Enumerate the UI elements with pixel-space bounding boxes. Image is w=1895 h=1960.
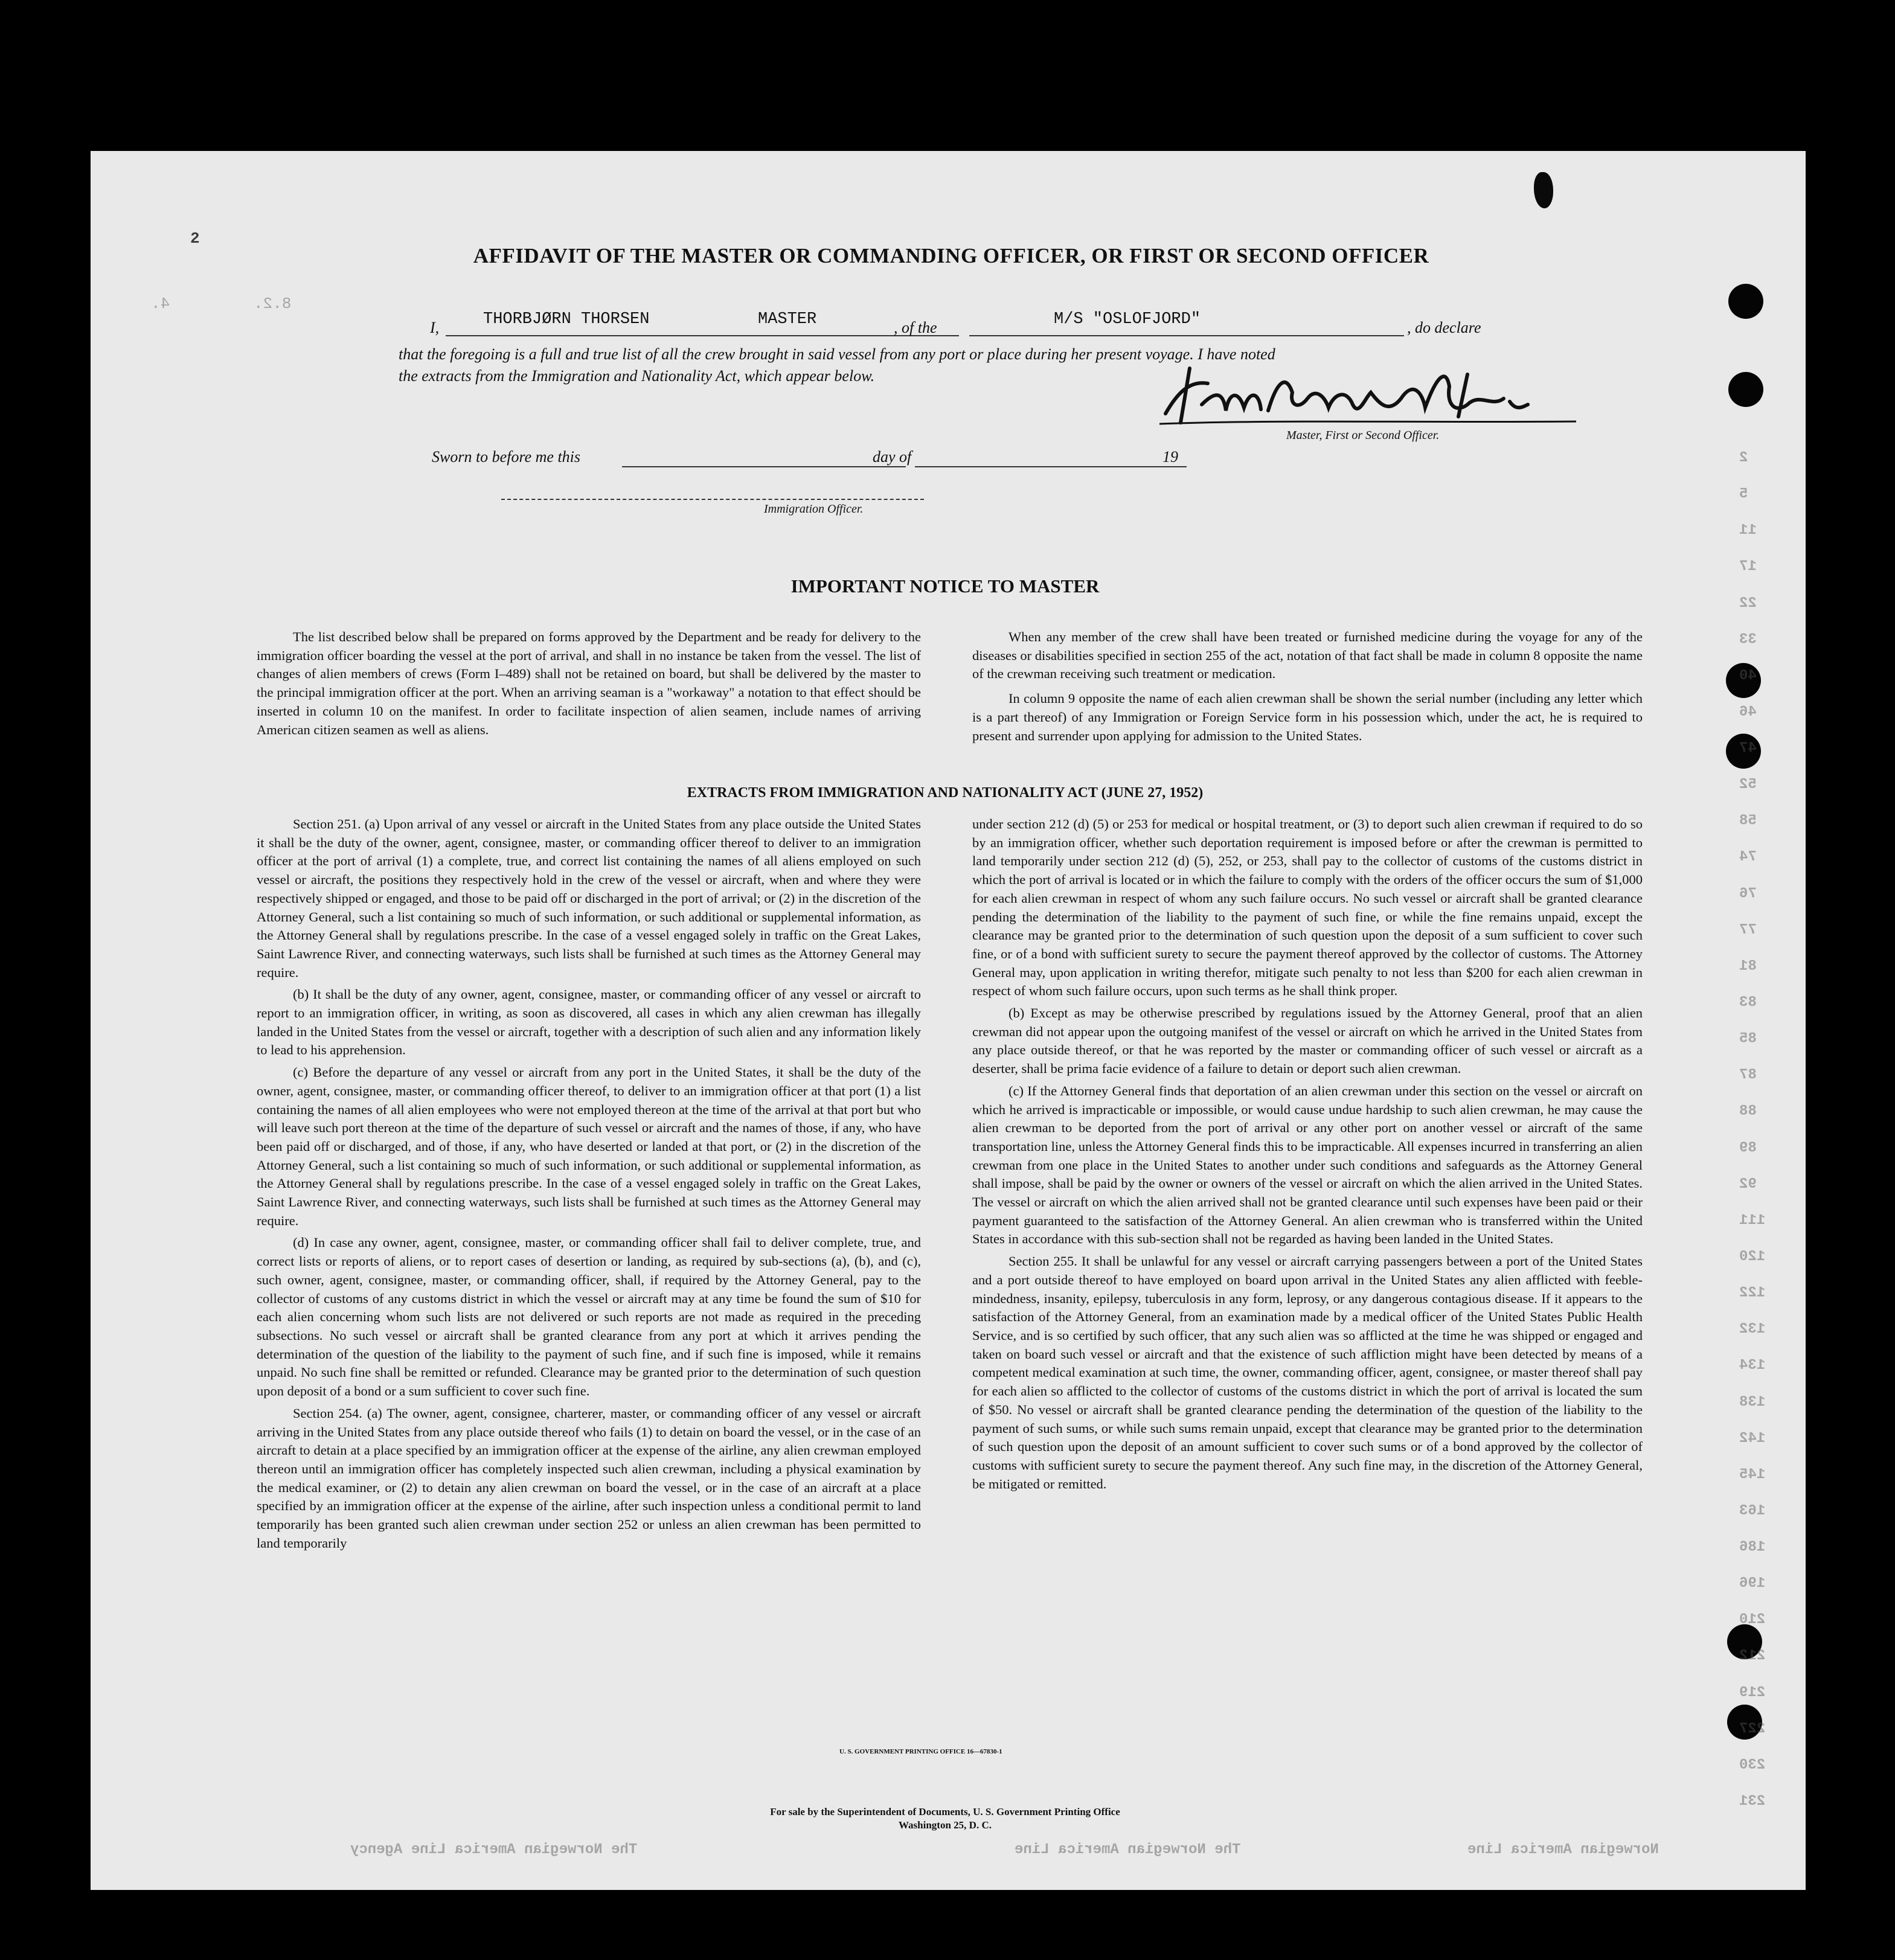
act-section: under section 212 (d) (5) or 253 for medical or hospital treatment, or (3) to deport such alien crewman if required to do so by an immigration officer, whether such deportation requirement is imposed before or after the crewman is permitted to land temporarily under section 212 (d) (5), 252, or 253, shall pay to the collector of customs of the customs district in which the port of arrival is located or in which the failure to comply with the orders of the officer occurs the sum of $1,000 for each alien crewman in respect of whom any such failure occurs. No such vessel or aircraft shall be granted clearance pending the determination of the liability to the payment of such fine, or while the fine remains unpaid, except the clearance may be granted prior to the determination of such question upon the deposit of a sum sufficient to cover such fine, or of a bond with sufficient surety to secure the payment thereof approved by the collector of customs. The Attorney General may, upon application in writing therefor, mitigate such penalty to not less than $200 for each alien crewman in respect of whom such failure occurs, upon such terms as he shall think proper.	[972, 816, 1643, 999]
ghost-row-number: 17	[1739, 559, 1757, 575]
ghost-row-number: 33	[1739, 631, 1757, 648]
notice-right-column	[972, 628, 1643, 745]
act-section: Section 255. It shall be unlawful for any vessel or aircraft carrying passengers between a port of the United States and a port outside thereof to have employed on board upon arrival in the United States any alien afflicted with feeble-mindedness, insanity, epilepsy, tuberculosis in any form, leprosy, or any dangerous contagious disease. If it appears to the satisfaction of the Attorney General, from an examination made by a medical officer of the United States Public Health Service, and is so certified by such officer, that any such alien was so afflicted at the time he was shipped or engaged and taken on board such vessel or aircraft and that the existence of such affliction might have been detected by means of a competent medical examination at such time, the owner, commanding officer, agent, consignee, or master thereof shall pay for each alien so afflicted to the collector of customs of the customs district in which the port of arrival is located the sum of $50. No vessel or aircraft shall be granted clearance pending the determination of the question of the liability to the payment of such sums, or while such sums remain unpaid, except that clearance may be granted prior to the determination of such question upon the deposit of an amount sufficient to cover such sums or of a bond approved by the collector of customs with sufficient surety to secure the payment thereof. Any such fine may, in the discretion of the Attorney General, be mitigated or remitted.	[972, 1254, 1643, 1491]
ghost-row-number: 186	[1739, 1539, 1766, 1556]
ghost-row-number: 83	[1739, 994, 1757, 1011]
affidavit-line2: that the foregoing is a full and true list of all the crew brought in said vessel from any port or place during her present voyage. I have noted	[399, 345, 1275, 363]
ghost-row-number: 111	[1739, 1212, 1766, 1229]
ghost-row-number: 92	[1739, 1176, 1757, 1193]
ghost-row-number: 89	[1739, 1139, 1757, 1156]
affidavit-title: AFFIDAVIT OF THE MASTER OR COMMANDING OFFICER, OR FIRST OR SECOND OFFICER	[473, 244, 1429, 267]
extracts-right-column	[972, 815, 1643, 1493]
ghost-text: The Norwegian America Line Agency	[350, 1842, 638, 1858]
punch-hole	[1728, 284, 1763, 319]
sworn-line	[622, 466, 906, 467]
ghost-row-number: 212	[1739, 1648, 1766, 1665]
ink-blot	[1534, 172, 1553, 208]
gpo-imprint: U. S. GOVERNMENT PRINTING OFFICE 16—67830-1	[839, 1748, 1002, 1755]
month-line	[915, 466, 1187, 467]
sale-line: For sale by the Superintendent of Documents, U. S. Government Printing Office	[770, 1806, 1120, 1817]
immigration-officer-caption: Immigration Officer.	[764, 502, 864, 516]
vessel-name: M/S "OSLOFJORD"	[1054, 310, 1201, 328]
notice-paragraph: In column 9 opposite the name of each alien crewman shall be shown the serial number (including any letter which is a part thereof) of any Immigration or Foreign Service form in his possession which, under the act, he is required to present and surrender upon applying for admission to the United States.	[972, 691, 1643, 743]
sale-notice	[604, 1805, 1286, 1832]
ghost-row-number: 120	[1739, 1248, 1766, 1265]
ghost-row-number: 22	[1739, 595, 1757, 612]
master-signature	[1153, 356, 1588, 435]
act-section: Section 254. (a) The owner, agent, consignee, charterer, master, or commanding officer of any vessel or aircraft arriving in the United States from any place outside thereof who fails (1) to detain on board the vessel, or in the case of an aircraft to detain at a place specified by an immigration officer at the expense of the airline, any alien crewman employed thereon until an immigration officer has completely inspected such alien crewman, including a physical examination by the medical examiner, or (2) to detain any alien crewman on board the vessel, or in the case of an aircraft at a place specified by an immigration officer at the expense of the airline, after such inspection unless a conditional permit to land temporarily has been granted such alien crewman under section 252 or unless an alien crewman has been permitted to land temporarily	[257, 1405, 921, 1551]
ghost-text: Norwegian America Line	[1467, 1842, 1659, 1858]
ghost-row-number: 219	[1739, 1684, 1766, 1701]
of-the-text: , of the	[894, 319, 937, 336]
notice-left-column	[257, 628, 921, 739]
vessel-line	[969, 335, 1404, 336]
act-section: (c) Before the departure of any vessel or aircraft from any port in the United States, it shall be the duty of the owner, agent, consignee, master, or commanding officer thereof, to deliver to an immigration officer at that port (1) a list containing the names of all alien employees who were not employed thereon at the time of the arrival at that port but who will leave such port thereon at the time of the departure of such vessel or aircraft and the names of those, if any, who have been paid off or discharged, and of those, if any, who have deserted or landed at that port, or (2) in the discretion of the Attorney General, such a list containing so much of such information, or such additional or supplemental information, as the Attorney General shall by regulations prescribe. In the case of a vessel engaged solely in traffic on the Great Lakes, Saint Lawrence River, and connecting waterways, such lists shall be furnished at such times as the Attorney General may require.	[257, 1065, 921, 1228]
ghost-row-number: 52	[1739, 777, 1757, 793]
officer-line	[501, 499, 924, 500]
ghost-row-number: 85	[1739, 1031, 1757, 1048]
extracts-title: EXTRACTS FROM IMMIGRATION AND NATIONALITY ACT (JUNE 27, 1952)	[687, 785, 1204, 801]
ghost-row-number: 196	[1739, 1575, 1766, 1592]
ghost-row-number: 134	[1739, 1357, 1766, 1374]
affidavit-i: I,	[430, 319, 440, 336]
notice-paragraph: When any member of the crew shall have been treated or furnished medicine during the voyage for any of the diseases or disabilities specified in section 255 of the act, notation of that fact shall be made in column 8 opposite the name of the crewman receiving such treatment or medication.	[972, 629, 1643, 682]
ghost-row-number: 40	[1739, 667, 1757, 684]
ghost-row-number: 5	[1739, 486, 1748, 503]
year-prefix: 19	[1162, 448, 1178, 466]
extracts-left-column	[257, 815, 921, 1552]
ghost-row-number: 74	[1739, 849, 1757, 866]
act-section: (b) Except as may be otherwise prescribed by regulations issued by the Attorney General, proof that an alien crewman did not appear upon the outgoing manifest of the vessel or aircraft on which he arrived in the United States from any place outside thereof, or that he was reported by the master or commanding officer of such vessel or aircraft as a deserter, shall be prima facie evidence of a failure to detain or deport such alien crewman.	[972, 1005, 1643, 1077]
ghost-row-number: 122	[1739, 1285, 1766, 1302]
ghost-row-number: 77	[1739, 921, 1757, 938]
ghost-row-number: 81	[1739, 958, 1757, 975]
ghost-row-number: 230	[1739, 1757, 1766, 1773]
act-section: Section 251. (a) Upon arrival of any vessel or aircraft in the United States from any place outside the United States it shall be the duty of the owner, agent, consignee, master, or commanding officer thereof to deliver to an immigration officer at the port of arrival (1) a complete, true, and correct list containing the names of all aliens employed on such vessel or aircraft, the positions they respectively hold in the crew of the vessel or aircraft, when and where they were respectively shipped or engaged, and those to be paid off or discharged in the port of arrival; or (2) in the discretion of the Attorney General, such a list containing so much of such information, or such additional or supplemental information, as the Attorney General shall by regulations prescribe. In the case of a vessel engaged solely in traffic on the Great Lakes, Saint Lawrence River, and connecting waterways, such lists shall be furnished at such times as the Attorney General may require.	[257, 816, 921, 980]
ghost-row-number: 227	[1739, 1720, 1766, 1737]
sworn-text: Sworn to before me this	[432, 448, 581, 466]
ghost-text: 4.	[151, 295, 170, 313]
ghost-row-number: 58	[1739, 813, 1757, 830]
affidavit-line3: the extracts from the Immigration and Nationality Act, which appear below.	[399, 367, 875, 385]
ghost-row-number: 87	[1739, 1067, 1757, 1084]
name-line	[446, 335, 959, 336]
act-section: (d) In case any owner, agent, consignee, master, or commanding officer shall fail to deliver complete, true, and correct lists or reports of aliens, or to report cases of desertion or landing, as required by sub-sections (a), (b), and (c), such owner, agent, consignee, master, or commanding officer, shall, if required by the Attorney General, pay to the collector of customs of any customs district in which the vessel or aircraft may at any time be found the sum of $10 for each alien concerning whom such lists are not delivered or such reports are not made as required in the preceding subsections. No such vessel or aircraft shall be granted clearance from any port at which it arrives pending the determination of the question of the liability to the payment of such fine, and if such fine is imposed, while it remains unpaid. No such fine shall be remitted or refunded. Clearance may be granted prior to the determination of such question upon deposit of a bond or a sum sufficient to cover such fine.	[257, 1235, 921, 1399]
ghost-row-number: 88	[1739, 1103, 1757, 1120]
ghost-row-number: 210	[1739, 1612, 1766, 1629]
act-section: (c) If the Attorney General finds that deportation of an alien crewman under this section on the vessel or aircraft on which he arrived is impracticable or impossible, or would cause undue hardship to such alien crewman, he may cause the alien crewman to be deported from the port of arrival or any other port on another vessel or aircraft of the same transportation line, unless the Attorney General finds this to be impracticable. All expenses incurred in transferring an alien crewman from one place in the United States to another under such conditions and safeguards as the Attorney General shall impose, shall be paid by the owner or owners of the vessel or aircraft on which the alien arrived in the United States. The vessel or aircraft on which the alien arrived shall not be granted clearance until such expenses have been paid or their payment guaranteed to the satisfaction of the Attorney General. An alien crewman who is transferred within the United States in accordance with this sub-section shall not be regarded as having been landed in the United States.	[972, 1083, 1643, 1247]
punch-hole	[1728, 372, 1763, 407]
ghost-row-number: 138	[1739, 1394, 1766, 1411]
ghost-row-number: 76	[1739, 885, 1757, 902]
sale-line: Washington 25, D. C.	[899, 1819, 992, 1831]
ghost-row-number: 132	[1739, 1321, 1766, 1338]
ghost-row-number: 142	[1739, 1430, 1766, 1447]
do-declare-text: , do declare	[1407, 319, 1481, 336]
notice-title: IMPORTANT NOTICE TO MASTER	[790, 575, 1100, 597]
ghost-text: 8.2.	[254, 295, 292, 313]
day-of-text: day of	[873, 448, 912, 466]
notice-paragraph: The list described below shall be prepared on forms approved by the Department and be ready for delivery to the immigration officer boarding the vessel at the port of arrival, and shall in no instance be taken from the vessel. The list of changes of alien members of crews (Form I–489) shall not be retained on board, but shall be delivered by the master to the principal immigration officer at the port. When an arriving seaman is a "workaway" a notation to that effect should be inserted in column 10 on the manifest. In order to facilitate inspection of alien seamen, include names of arriving American citizen seamen as well as aliens.	[257, 629, 921, 737]
ghost-row-number: 145	[1739, 1466, 1766, 1483]
master-name: THORBJØRN THORSEN	[483, 310, 650, 328]
ghost-row-number: 11	[1739, 522, 1757, 539]
master-rank: MASTER	[758, 310, 817, 328]
ghost-row-number: 46	[1739, 703, 1757, 720]
ghost-row-number: 231	[1739, 1793, 1766, 1810]
signature-caption: Master, First or Second Officer.	[1286, 429, 1440, 442]
act-section: (b) It shall be the duty of any owner, agent, consignee, master, or commanding officer of any vessel or aircraft to report to an immigration officer, in writing, as soon as discovered, all cases in which any alien crewman has illegally landed in the United States from the vessel or aircraft, together with a description of such alien and any information likely to lead to his apprehension.	[257, 987, 921, 1058]
ghost-text: The Norwegian America Line	[1015, 1842, 1241, 1858]
ghost-row-number: 47	[1739, 740, 1757, 757]
ghost-row-number: 2	[1739, 450, 1748, 466]
page-number: 2	[190, 229, 200, 248]
ghost-row-number: 163	[1739, 1502, 1766, 1519]
